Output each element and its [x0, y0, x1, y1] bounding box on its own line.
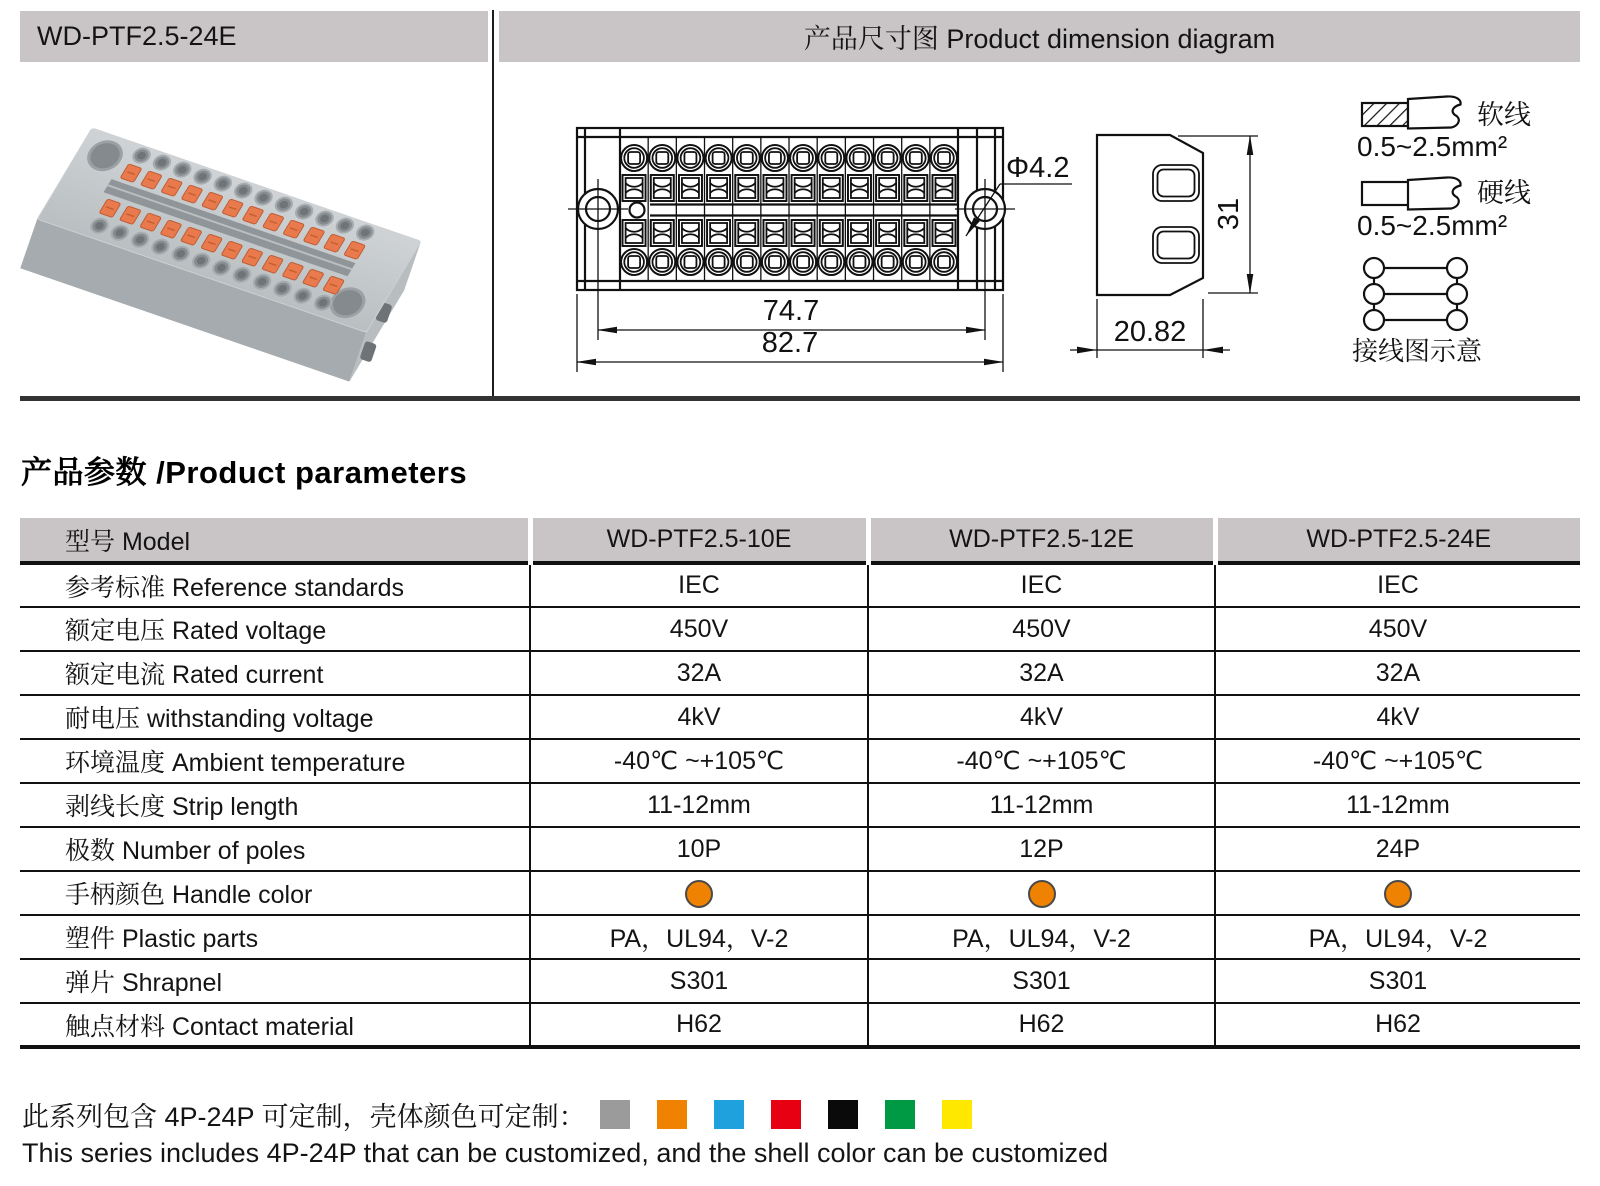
handle-color-dot — [1384, 880, 1412, 908]
param-value: S301 — [1215, 959, 1580, 1003]
top-artwork — [0, 0, 1600, 430]
dim-inner-width-label: 74.7 — [762, 295, 820, 327]
table-row — [20, 607, 1580, 651]
param-value: H62 — [868, 1003, 1215, 1047]
param-value: 4kV — [530, 695, 868, 739]
param-value: 32A — [1215, 651, 1580, 695]
shell-color-swatch — [714, 1100, 744, 1129]
param-label: 额定电流 Rated current — [20, 651, 530, 695]
param-value: H62 — [1215, 1003, 1580, 1047]
product-photo — [20, 121, 421, 389]
param-value: -40℃ ~+105℃ — [530, 739, 868, 783]
shell-color-swatch — [942, 1100, 972, 1129]
table-row — [20, 563, 1580, 607]
hole-diameter-label: Φ4.2 — [1006, 152, 1070, 184]
vertical-divider — [492, 10, 494, 399]
param-value: H62 — [530, 1003, 868, 1047]
param-value: 10P — [530, 827, 868, 871]
param-value: IEC — [868, 563, 1215, 607]
shell-color-swatch — [657, 1100, 687, 1129]
table-row — [20, 915, 1580, 959]
param-value: S301 — [868, 959, 1215, 1003]
shell-color-swatch — [828, 1100, 858, 1129]
shell-color-swatch — [885, 1100, 915, 1129]
param-label: 触点材料 Contact material — [20, 1003, 530, 1047]
param-value: 4kV — [868, 695, 1215, 739]
hard-wire-label: 硬线 — [1477, 178, 1531, 208]
shell-color-swatch — [600, 1100, 630, 1129]
param-label: 额定电压 Rated voltage — [20, 607, 530, 651]
dim-depth-label: 20.82 — [1113, 316, 1187, 348]
wire-legend — [1352, 96, 1531, 366]
dimension-74-7 — [598, 295, 985, 330]
dimension-diagram-title-bar — [499, 11, 1580, 62]
param-value: IEC — [1215, 563, 1580, 607]
param-value: 11-12mm — [868, 783, 1215, 827]
hard-wire-icon — [1362, 182, 1413, 205]
column-header-model-24e: WD-PTF2.5-24E — [1215, 518, 1580, 563]
param-value: PA，UL94，V-2 — [1215, 915, 1580, 959]
param-value: 12P — [868, 827, 1215, 871]
dim-height-label: 31 — [1213, 197, 1245, 231]
param-value: 11-12mm — [530, 783, 868, 827]
param-value: PA，UL94，V-2 — [868, 915, 1215, 959]
table-row — [20, 1003, 1580, 1047]
param-label: 极数 Number of poles — [20, 827, 530, 871]
terminal-columns — [620, 137, 957, 281]
param-value: PA，UL94，V-2 — [530, 915, 868, 959]
param-value: 450V — [1215, 607, 1580, 651]
param-value — [1215, 871, 1580, 915]
dimension-diagram-title: 产品尺寸图 Product dimension diagram — [803, 24, 1276, 54]
horizontal-rule — [20, 396, 1580, 401]
column-header-model-10e: WD-PTF2.5-10E — [530, 518, 868, 563]
param-label: 弹片 Shrapnel — [20, 959, 530, 1003]
shell-color-swatches — [586, 1100, 972, 1129]
handle-color-dot — [685, 880, 713, 908]
soft-wire-range: 0.5~2.5mm² — [1357, 131, 1508, 162]
column-header-model-12e: WD-PTF2.5-12E — [868, 518, 1215, 563]
table-row — [20, 651, 1580, 695]
soft-wire-icon — [1362, 103, 1408, 126]
param-label: 参考标准 Reference standards — [20, 563, 530, 607]
section-title: 产品参数 /Product parameters — [21, 455, 468, 490]
param-value: -40℃ ~+105℃ — [868, 739, 1215, 783]
table-row — [20, 695, 1580, 739]
hard-wire-range: 0.5~2.5mm² — [1357, 210, 1508, 241]
table-row — [20, 739, 1580, 783]
model-title-bar — [20, 11, 488, 62]
param-value: 450V — [868, 607, 1215, 651]
param-value — [530, 871, 868, 915]
table-row — [20, 871, 1580, 915]
dim-outer-width-label: 82.7 — [761, 327, 819, 359]
param-value: 24P — [1215, 827, 1580, 871]
wiring-diagram-icon — [1364, 258, 1467, 330]
param-value: 11-12mm — [1215, 783, 1580, 827]
param-value: S301 — [530, 959, 868, 1003]
table-row — [20, 959, 1580, 1003]
param-label: 剥线长度 Strip length — [20, 783, 530, 827]
parameters-table — [20, 518, 1580, 1049]
wiring-caption: 接线图示意 — [1351, 336, 1483, 366]
param-label: 环境温度 Ambient temperature — [20, 739, 530, 783]
dimension-20-82 — [1070, 299, 1230, 358]
param-value: 32A — [868, 651, 1215, 695]
side-view-drawing — [1070, 135, 1258, 358]
param-value — [868, 871, 1215, 915]
parameters-table-body — [20, 563, 1580, 1047]
soft-wire-label: 软线 — [1477, 100, 1531, 130]
handle-color-dot — [1028, 880, 1056, 908]
param-value: 450V — [530, 607, 868, 651]
customization-note-zh-text: 此系列包含 4P-24P 可定制，壳体颜色可定制： — [22, 1101, 586, 1132]
param-label: 手柄颜色 Handle color — [20, 871, 530, 915]
param-value: 4kV — [1215, 695, 1580, 739]
table-row — [20, 827, 1580, 871]
table-header-row — [20, 518, 1580, 563]
param-label: 塑件 Plastic parts — [20, 915, 530, 959]
model-title: WD-PTF2.5-24E — [37, 21, 237, 51]
param-value: 32A — [530, 651, 868, 695]
customization-note-en: This series includes 4P-24P that can be customized, and the shell color can be customized — [22, 1138, 1109, 1168]
column-header-model: 型号 Model — [20, 518, 530, 563]
param-value: IEC — [530, 563, 868, 607]
param-value: -40℃ ~+105℃ — [1215, 739, 1580, 783]
customization-note-zh — [22, 1096, 972, 1132]
shell-color-swatch — [771, 1100, 801, 1129]
param-label: 耐电压 withstanding voltage — [20, 695, 530, 739]
top-view-drawing — [568, 128, 1072, 372]
table-row — [20, 783, 1580, 827]
